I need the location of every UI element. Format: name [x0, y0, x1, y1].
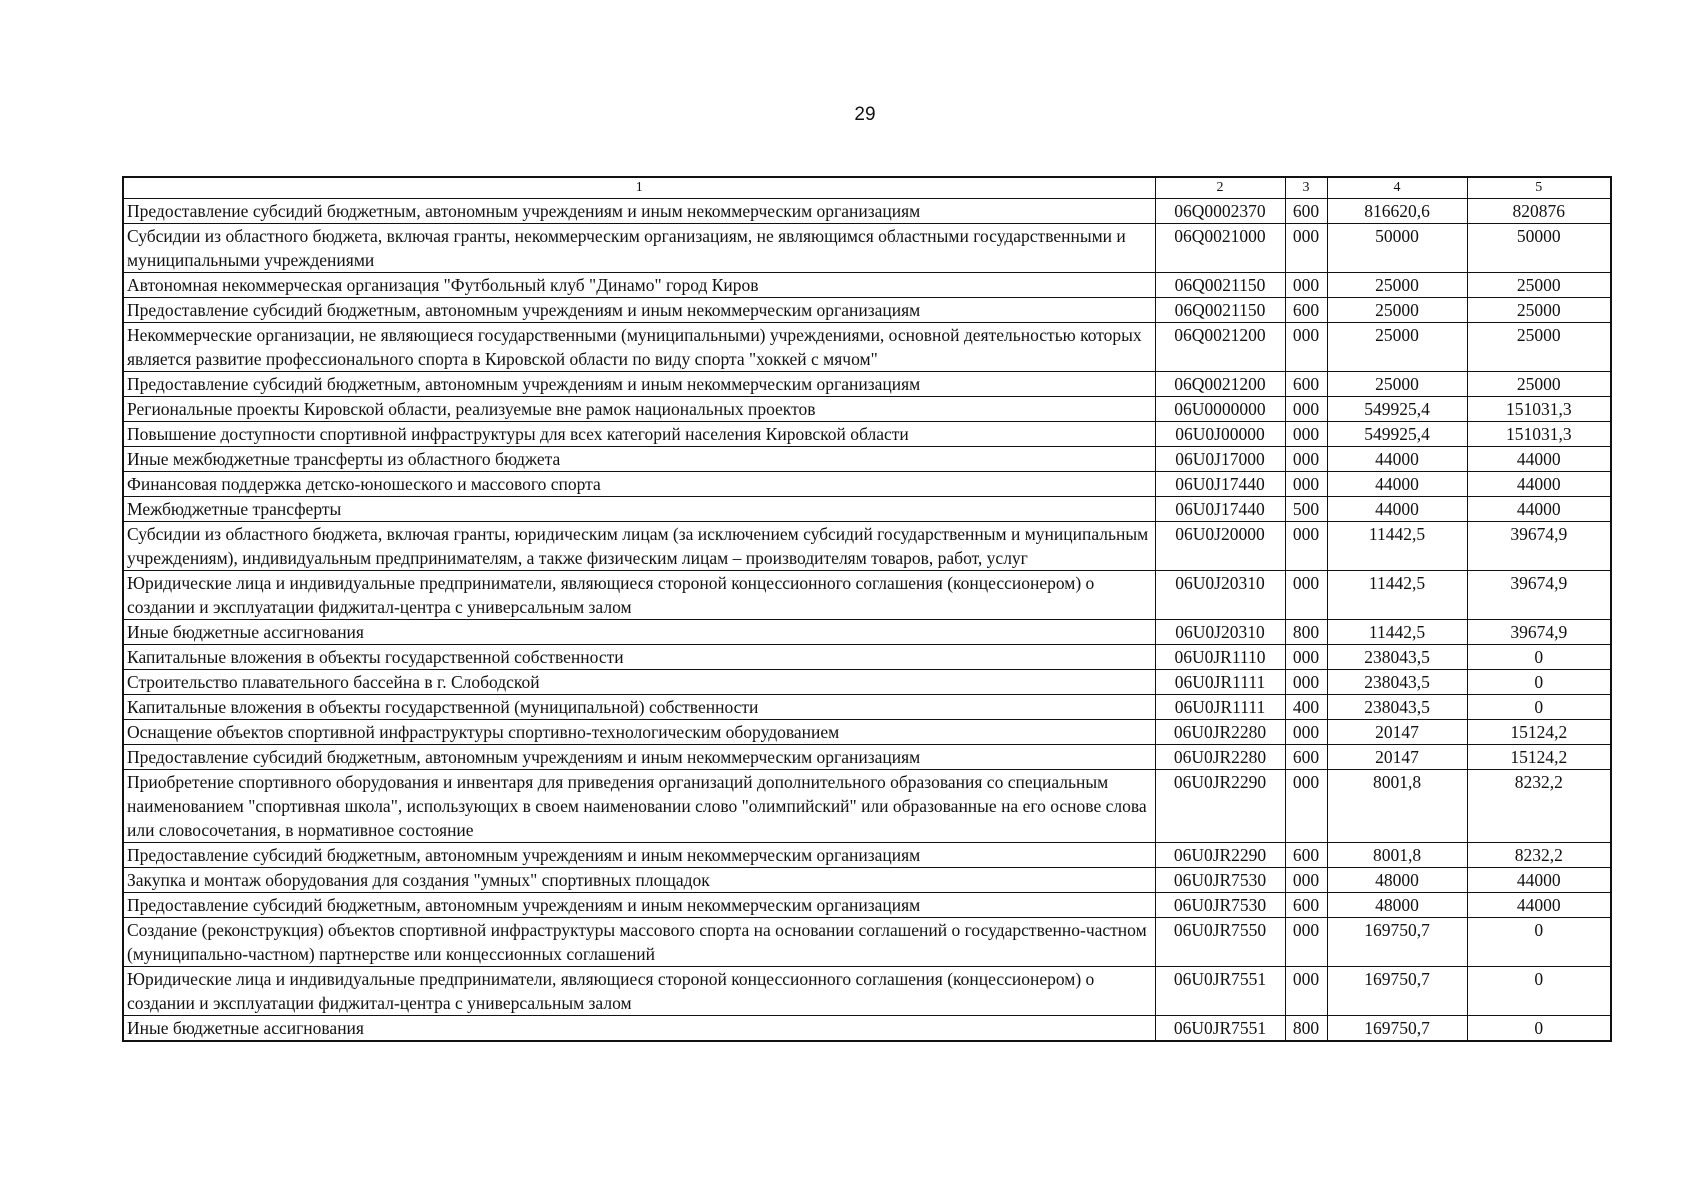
row-value-5: 151031,3: [1467, 397, 1611, 422]
row-code: 06Q0021200: [1155, 372, 1285, 397]
row-type: 000: [1285, 967, 1327, 1016]
row-value-5: 44000: [1467, 447, 1611, 472]
row-type: 000: [1285, 918, 1327, 967]
table-row: [123, 770, 1611, 843]
row-value-5: 25000: [1467, 298, 1611, 323]
row-value-4: 25000: [1327, 372, 1467, 397]
table-row: [123, 397, 1611, 422]
table-row: [123, 868, 1611, 893]
row-name: Капитальные вложения в объекты государственной (муниципальной) собственности: [123, 695, 1155, 720]
table-row: [123, 670, 1611, 695]
row-value-4: 25000: [1327, 298, 1467, 323]
row-value-4: 25000: [1327, 323, 1467, 372]
row-code: 06Q0021150: [1155, 273, 1285, 298]
table-row: [123, 224, 1611, 273]
row-type: 500: [1285, 497, 1327, 522]
row-value-4: 11442,5: [1327, 522, 1467, 571]
table-row: [123, 620, 1611, 645]
row-code: 06U0J00000: [1155, 422, 1285, 447]
row-name: Автономная некоммерческая организация "Футбольный клуб "Динамо" город Киров: [123, 273, 1155, 298]
table-row: [123, 571, 1611, 620]
row-value-5: 8232,2: [1467, 843, 1611, 868]
column-header-4: 4: [1327, 177, 1467, 199]
row-code: 06U0JR7530: [1155, 893, 1285, 918]
row-code: 06U0J20310: [1155, 571, 1285, 620]
row-value-4: 816620,6: [1327, 199, 1467, 224]
column-header-2: 2: [1155, 177, 1285, 199]
row-code: 06U0JR2280: [1155, 745, 1285, 770]
row-value-5: 44000: [1467, 472, 1611, 497]
row-name: Субсидии из областного бюджета, включая гранты, юридическим лицам (за исключением субсидий государственным и муниципальным учреждениям), индивидуальным предпринимателям, а также физическим лицам – производителям товаров, работ, услуг: [123, 522, 1155, 571]
table-row: [123, 893, 1611, 918]
row-type: 000: [1285, 323, 1327, 372]
row-name: Предоставление субсидий бюджетным, автономным учреждениям и иным некоммерческим организациям: [123, 843, 1155, 868]
row-name: Финансовая поддержка детско-юношеского и массового спорта: [123, 472, 1155, 497]
row-code: 06U0J17000: [1155, 447, 1285, 472]
row-value-4: 25000: [1327, 273, 1467, 298]
row-value-4: 238043,5: [1327, 695, 1467, 720]
budget-table: [122, 176, 1612, 1042]
row-type: 000: [1285, 571, 1327, 620]
row-value-5: 0: [1467, 967, 1611, 1016]
table-row: [123, 447, 1611, 472]
row-code: 06U0JR7551: [1155, 967, 1285, 1016]
row-type: 600: [1285, 745, 1327, 770]
row-value-4: 11442,5: [1327, 571, 1467, 620]
row-name: Юридические лица и индивидуальные предприниматели, являющиеся стороной концессионного соглашения (концессионером) о создании и эксплуатации фиджитал-центра с универсальным залом: [123, 571, 1155, 620]
row-value-4: 8001,8: [1327, 770, 1467, 843]
table-row: [123, 843, 1611, 868]
row-value-5: 25000: [1467, 273, 1611, 298]
row-value-4: 238043,5: [1327, 645, 1467, 670]
row-name: Иные межбюджетные трансферты из областного бюджета: [123, 447, 1155, 472]
row-name: Предоставление субсидий бюджетным, автономным учреждениям и иным некоммерческим организациям: [123, 893, 1155, 918]
row-value-4: 48000: [1327, 868, 1467, 893]
row-code: 06U0J17440: [1155, 472, 1285, 497]
row-value-5: 15124,2: [1467, 745, 1611, 770]
row-value-5: 151031,3: [1467, 422, 1611, 447]
row-value-4: 50000: [1327, 224, 1467, 273]
row-type: 000: [1285, 472, 1327, 497]
table-row: [123, 1016, 1611, 1042]
row-type: 000: [1285, 770, 1327, 843]
table-row: [123, 522, 1611, 571]
row-value-4: 20147: [1327, 720, 1467, 745]
row-type: 000: [1285, 422, 1327, 447]
row-code: 06Q0002370: [1155, 199, 1285, 224]
table-body: [123, 199, 1611, 1042]
table-row: [123, 273, 1611, 298]
row-code: 06U0000000: [1155, 397, 1285, 422]
row-name: Некоммерческие организации, не являющиеся государственными (муниципальными) учреждениями, основной деятельностью которых является развитие профессионального спорта в Кировской области по виду спорта "хоккей с мячом": [123, 323, 1155, 372]
row-type: 000: [1285, 522, 1327, 571]
row-name: Иные бюджетные ассигнования: [123, 620, 1155, 645]
table-row: [123, 372, 1611, 397]
row-value-5: 39674,9: [1467, 620, 1611, 645]
row-code: 06U0JR7550: [1155, 918, 1285, 967]
row-code: 06U0JR2280: [1155, 720, 1285, 745]
row-type: 600: [1285, 298, 1327, 323]
row-type: 400: [1285, 695, 1327, 720]
table-row: [123, 497, 1611, 522]
row-value-5: 15124,2: [1467, 720, 1611, 745]
row-value-5: 39674,9: [1467, 571, 1611, 620]
table-row: [123, 695, 1611, 720]
row-value-5: 8232,2: [1467, 770, 1611, 843]
row-value-4: 549925,4: [1327, 397, 1467, 422]
row-type: 000: [1285, 447, 1327, 472]
row-value-4: 549925,4: [1327, 422, 1467, 447]
row-name: Предоставление субсидий бюджетным, автономным учреждениям и иным некоммерческим организациям: [123, 199, 1155, 224]
row-value-5: 0: [1467, 670, 1611, 695]
column-header-5: 5: [1467, 177, 1611, 199]
row-code: 06U0J20310: [1155, 620, 1285, 645]
row-name: Межбюджетные трансферты: [123, 497, 1155, 522]
row-type: 000: [1285, 720, 1327, 745]
row-name: Предоставление субсидий бюджетным, автономным учреждениям и иным некоммерческим организациям: [123, 372, 1155, 397]
row-value-5: 820876: [1467, 199, 1611, 224]
table-row: [123, 422, 1611, 447]
row-value-5: 0: [1467, 695, 1611, 720]
row-code: 06U0JR2290: [1155, 843, 1285, 868]
row-value-4: 8001,8: [1327, 843, 1467, 868]
row-value-5: 39674,9: [1467, 522, 1611, 571]
row-value-4: 44000: [1327, 447, 1467, 472]
row-value-4: 169750,7: [1327, 918, 1467, 967]
column-header-1: 1: [123, 177, 1155, 199]
row-type: 000: [1285, 645, 1327, 670]
row-value-4: 44000: [1327, 472, 1467, 497]
table-row: [123, 472, 1611, 497]
row-type: 600: [1285, 372, 1327, 397]
row-value-5: 0: [1467, 918, 1611, 967]
row-code: 06U0JR1111: [1155, 670, 1285, 695]
row-name: Предоставление субсидий бюджетным, автономным учреждениям и иным некоммерческим организациям: [123, 745, 1155, 770]
row-type: 000: [1285, 670, 1327, 695]
row-value-5: 0: [1467, 1016, 1611, 1042]
row-type: 000: [1285, 397, 1327, 422]
row-value-4: 11442,5: [1327, 620, 1467, 645]
row-name: Строительство плавательного бассейна в г. Слободской: [123, 670, 1155, 695]
row-code: 06U0JR1111: [1155, 695, 1285, 720]
table-row: [123, 745, 1611, 770]
row-code: 06U0J17440: [1155, 497, 1285, 522]
row-value-4: 20147: [1327, 745, 1467, 770]
row-type: 800: [1285, 620, 1327, 645]
row-code: 06U0JR7530: [1155, 868, 1285, 893]
row-value-5: 25000: [1467, 372, 1611, 397]
row-value-5: 0: [1467, 645, 1611, 670]
row-code: 06Q0021200: [1155, 323, 1285, 372]
table-row: [123, 967, 1611, 1016]
row-code: 06U0JR1110: [1155, 645, 1285, 670]
row-name: Закупка и монтаж оборудования для создания "умных" спортивных площадок: [123, 868, 1155, 893]
row-type: 000: [1285, 224, 1327, 273]
row-name: Иные бюджетные ассигнования: [123, 1016, 1155, 1042]
row-value-5: 50000: [1467, 224, 1611, 273]
row-code: 06Q0021000: [1155, 224, 1285, 273]
row-value-5: 44000: [1467, 868, 1611, 893]
row-type: 000: [1285, 868, 1327, 893]
row-name: Создание (реконструкция) объектов спортивной инфраструктуры массового спорта на основании соглашений о государственно-частном (муниципально-частном) партнерстве или концессионных соглашений: [123, 918, 1155, 967]
row-value-4: 238043,5: [1327, 670, 1467, 695]
row-type: 800: [1285, 1016, 1327, 1042]
table-row: [123, 298, 1611, 323]
column-header-3: 3: [1285, 177, 1327, 199]
page-number: 29: [854, 104, 876, 125]
row-type: 600: [1285, 843, 1327, 868]
row-value-4: 48000: [1327, 893, 1467, 918]
row-name: Капитальные вложения в объекты государственной собственности: [123, 645, 1155, 670]
row-code: 06U0J20000: [1155, 522, 1285, 571]
row-name: Региональные проекты Кировской области, реализуемые вне рамок национальных проектов: [123, 397, 1155, 422]
row-name: Субсидии из областного бюджета, включая гранты, некоммерческим организациям, не являющимся областными государственными и муниципальными учреждениями: [123, 224, 1155, 273]
row-value-5: 25000: [1467, 323, 1611, 372]
row-name: Оснащение объектов спортивной инфраструктуры спортивно-технологическим оборудованием: [123, 720, 1155, 745]
row-name: Юридические лица и индивидуальные предприниматели, являющиеся стороной концессионного соглашения (концессионером) о создании и эксплуатации фиджитал-центра с универсальным залом: [123, 967, 1155, 1016]
row-name: Предоставление субсидий бюджетным, автономным учреждениям и иным некоммерческим организациям: [123, 298, 1155, 323]
row-type: 000: [1285, 273, 1327, 298]
row-value-4: 169750,7: [1327, 967, 1467, 1016]
row-type: 600: [1285, 199, 1327, 224]
row-code: 06U0JR2290: [1155, 770, 1285, 843]
table-row: [123, 645, 1611, 670]
header-row: [123, 177, 1611, 199]
row-value-5: 44000: [1467, 893, 1611, 918]
row-type: 600: [1285, 893, 1327, 918]
row-value-4: 44000: [1327, 497, 1467, 522]
row-value-4: 169750,7: [1327, 1016, 1467, 1042]
row-name: Приобретение спортивного оборудования и инвентаря для приведения организаций дополнительного образования со специальным наименованием "спортивная школа", использующих в своем наименовании слово "олимпийский" или образованные на его основе слова или словосочетания, в нормативное состояние: [123, 770, 1155, 843]
table-row: [123, 323, 1611, 372]
table-row: [123, 918, 1611, 967]
row-code: 06Q0021150: [1155, 298, 1285, 323]
table-row: [123, 720, 1611, 745]
row-name: Повышение доступности спортивной инфраструктуры для всех категорий населения Кировской области: [123, 422, 1155, 447]
row-code: 06U0JR7551: [1155, 1016, 1285, 1042]
table-row: [123, 199, 1611, 224]
row-value-5: 44000: [1467, 497, 1611, 522]
